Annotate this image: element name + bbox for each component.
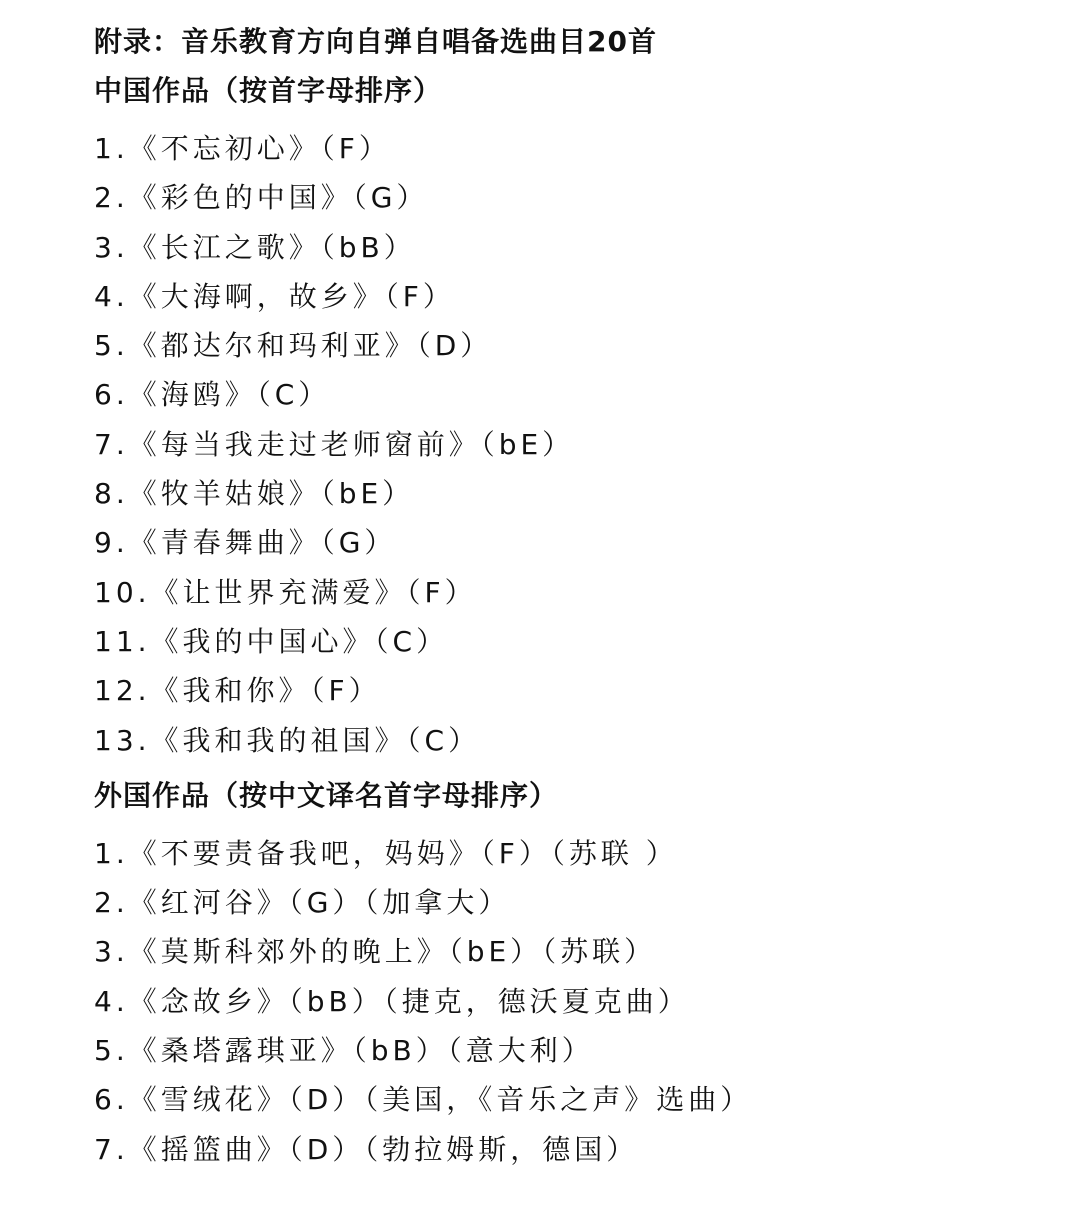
section-heading-chinese-works: 中国作品（按首字母排序） xyxy=(94,74,443,107)
list-item: 5.《桑塔露琪亚》（bB）（意大利） xyxy=(94,1034,594,1068)
list-item: 13.《我和我的祖国》（C） xyxy=(94,723,481,757)
list-item: 12.《我和你》（F） xyxy=(94,674,381,708)
list-item: 4.《大海啊，故乡》（F） xyxy=(94,279,455,313)
list-item: 2.《彩色的中国》（G） xyxy=(94,181,429,215)
list-item: 1.《不要责备我吧，妈妈》（F）（苏联 ） xyxy=(94,836,678,870)
foreign-works-list xyxy=(94,829,1054,1174)
list-item: 1.《不忘初心》（F） xyxy=(94,132,391,165)
list-item: 3.《长江之歌》（bB） xyxy=(94,230,416,264)
section-heading-foreign-works: 外国作品（按中文译名首字母排序） xyxy=(94,778,559,812)
list-item: 7.《每当我走过老师窗前》（bE） xyxy=(94,427,575,461)
list-item: 8.《牧羊姑娘》（bE） xyxy=(94,477,415,511)
list-item: 6.《雪绒花》（D）（美国，《音乐之声》选曲） xyxy=(94,1083,753,1117)
list-item: 7.《摇篮曲》（D）（勃拉姆斯，德国） xyxy=(94,1132,639,1166)
list-item: 6.《海鸥》（C） xyxy=(94,378,331,412)
list-item: 5.《都达尔和玛利亚》（D） xyxy=(94,329,493,363)
list-item: 10.《让世界充满爱》（F） xyxy=(94,575,477,609)
document-body xyxy=(94,18,1054,1174)
list-item: 3.《莫斯科郊外的晚上》（bE）（苏联） xyxy=(94,935,657,969)
list-item: 9.《青春舞曲》（G） xyxy=(94,526,397,560)
list-item: 4.《念故乡》（bB）（捷克，德沃夏克曲） xyxy=(94,984,690,1018)
chinese-works-list xyxy=(94,124,1054,765)
list-item: 2.《红河谷》（G）（加拿大） xyxy=(94,886,511,920)
document-title: 附录：音乐教育方向自弹自唱备选曲目20首 xyxy=(94,25,657,58)
list-item: 11.《我的中国心》（C） xyxy=(94,624,449,658)
